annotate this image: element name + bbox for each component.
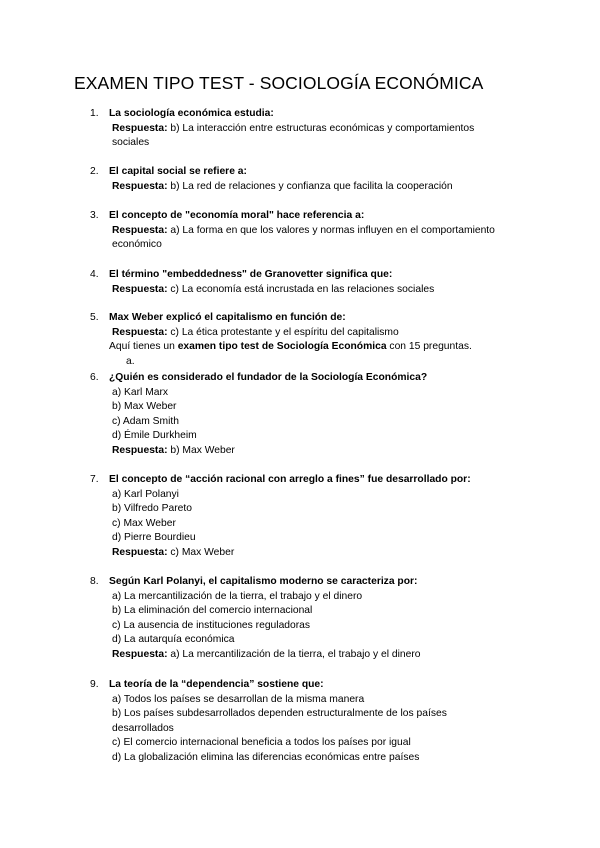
question-number: 1. — [90, 108, 99, 119]
question-number: 3. — [90, 210, 99, 221]
question-number: 5. — [90, 312, 99, 323]
question-text: El concepto de “acción racional con arreglo a fines” fue desarrollado por: — [109, 474, 471, 485]
question-3 — [90, 209, 540, 253]
question-number: 2. — [90, 166, 99, 177]
question-4 — [90, 268, 540, 297]
intro-bold-text: examen tipo test de Sociología Económica — [177, 341, 387, 353]
answer — [109, 224, 540, 239]
answer-label: Respuesta: — [112, 444, 168, 456]
option: c) La ausencia de instituciones reguladoras — [112, 619, 311, 631]
answer-label: Respuesta: — [112, 546, 168, 558]
question-text: El capital social se refiere a: — [109, 166, 247, 177]
answer-text: c) La economía está incrustada en las relaciones sociales — [167, 283, 435, 295]
answer-label: Respuesta: — [112, 180, 168, 192]
option: c) Max Weber — [112, 517, 176, 529]
question-5 — [90, 311, 540, 369]
intro-paragraph — [109, 340, 540, 355]
option: d) La globalización elimina las diferencias económicas entre países — [112, 751, 420, 763]
question-text: La teoría de la “dependencia” sostiene que: — [109, 679, 324, 690]
question-text: ¿Quién es considerado el fundador de la Sociología Económica? — [109, 372, 428, 383]
option-continuation: desarrollados — [112, 722, 174, 734]
answer-label: Respuesta: — [112, 326, 168, 338]
option: d) La autarquía económica — [112, 634, 235, 646]
question-number: 4. — [90, 269, 99, 280]
question-7 — [90, 473, 540, 561]
question-text: El término "embeddedness" de Granovetter significa que: — [109, 269, 393, 280]
option: d) Émile Durkheim — [112, 430, 197, 442]
question-number: 9. — [90, 679, 99, 690]
question-number: 7. — [90, 474, 99, 485]
answer-text: b) La interacción entre estructuras económicas y comportamientos — [167, 122, 475, 134]
question-9 — [90, 678, 540, 766]
option: c) Adam Smith — [112, 415, 179, 427]
option: d) Pierre Bourdieu — [112, 532, 196, 544]
answer-label: Respuesta: — [112, 283, 168, 295]
answer-label: Respuesta: — [112, 122, 168, 134]
question-2 — [90, 165, 540, 194]
answer-text: a) La mercantilización de la tierra, el trabajo y el dinero — [167, 648, 421, 660]
question-8 — [90, 575, 540, 663]
option: b) Max Weber — [112, 401, 177, 413]
question-number: 8. — [90, 576, 99, 587]
question-text: La sociología económica estudia: — [109, 108, 274, 119]
answer-label: Respuesta: — [112, 648, 168, 660]
option: b) La eliminación del comercio internacional — [112, 605, 313, 617]
intro-text: Aquí tienes un — [109, 341, 178, 353]
answer-continuation: económico — [112, 239, 162, 251]
answer — [109, 326, 540, 341]
answer — [109, 122, 540, 137]
option: b) Los países subdesarrollados dependen estructuralmente de los países — [112, 708, 447, 720]
answer — [109, 546, 540, 561]
option: a) Karl Polanyi — [112, 488, 179, 500]
answer-text: a) La forma en que los valores y normas influyen en el comportamiento — [167, 224, 495, 236]
answer — [109, 444, 540, 459]
intro-text-end: con 15 preguntas. — [386, 341, 472, 353]
question-6 — [90, 371, 540, 459]
question-1 — [90, 107, 540, 151]
question-text: Según Karl Polanyi, el capitalismo moderno se caracteriza por: — [109, 576, 418, 587]
option: a) Todos los países se desarrollan de la misma manera — [112, 693, 365, 705]
answer-text: c) Max Weber — [167, 546, 235, 558]
option: a) La mercantilización de la tierra, el trabajo y el dinero — [112, 590, 363, 602]
option: b) Vilfredo Pareto — [112, 503, 192, 515]
answer — [109, 648, 540, 663]
question-text: Max Weber explicó el capitalismo en función de: — [109, 312, 346, 323]
answer — [109, 180, 540, 195]
option: c) El comercio internacional beneficia a todos los países por igual — [112, 737, 411, 749]
answer-text: b) La red de relaciones y confianza que facilita la cooperación — [167, 180, 453, 192]
answer — [109, 283, 540, 298]
exam-title: EXAMEN TIPO TEST - SOCIOLOGÍA ECONÓMICA — [74, 73, 484, 93]
sub-list-marker: a. — [126, 355, 135, 367]
answer-text: b) Max Weber — [167, 444, 235, 456]
question-number: 6. — [90, 372, 99, 383]
answer-continuation: sociales — [112, 137, 150, 149]
answer-label: Respuesta: — [112, 224, 168, 236]
option: a) Karl Marx — [112, 386, 169, 398]
question-text: El concepto de "economía moral" hace referencia a: — [109, 210, 365, 221]
answer-text: c) La ética protestante y el espíritu del capitalismo — [167, 326, 399, 338]
